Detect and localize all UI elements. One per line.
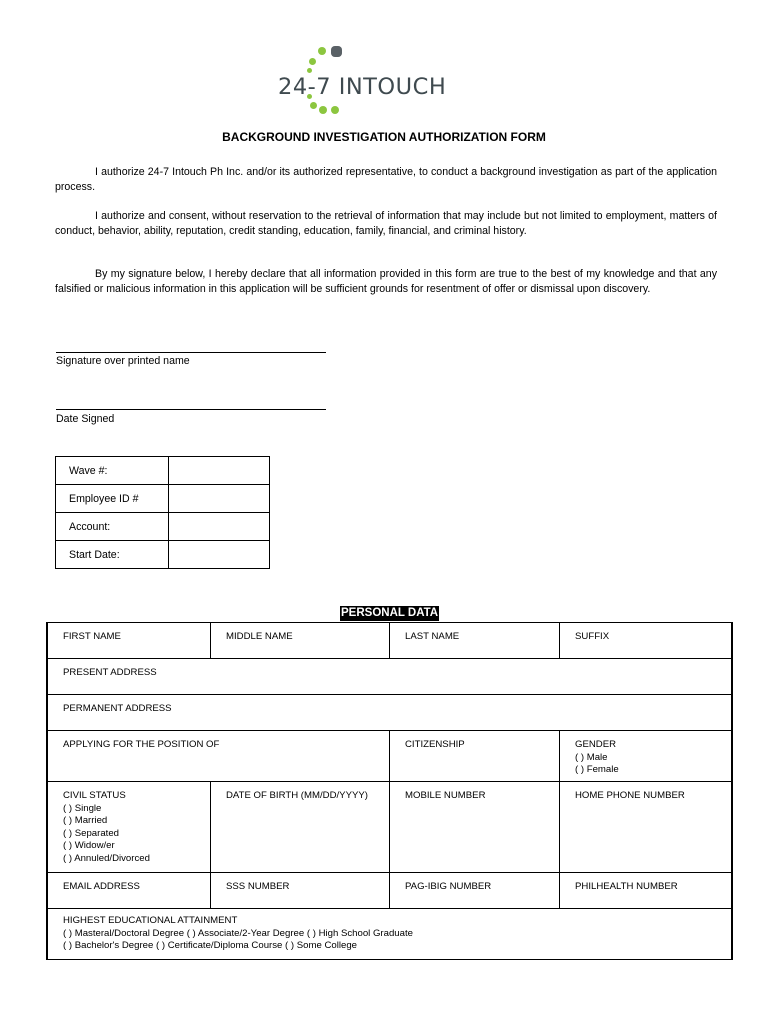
- employee-info-table: [55, 456, 270, 569]
- position-label: APPLYING FOR THE POSITION OF: [63, 739, 220, 750]
- logo-dot-icon: [331, 106, 339, 114]
- logo-dot-icon: [309, 58, 316, 65]
- gender-option-male[interactable]: ( ) Male: [575, 751, 608, 763]
- paragraph-text: I authorize 24-7 Intouch Ph Inc. and/or its authorized representative, to conduct a background investigation as part of the application process.: [55, 166, 717, 193]
- philhealth-cell[interactable]: [559, 872, 733, 909]
- paragraph-text: By my signature below, I hereby declare that all information provided in this form are true to the best of my knowledge and that any falsified or malicious information in this application will be sufficient grounds for resentment of offer or dismissal upon discovery.: [55, 268, 717, 295]
- civil-status-label: CIVIL STATUS: [63, 790, 126, 801]
- pagibig-label: PAG-IBIG NUMBER: [405, 881, 492, 892]
- education-options-line-1[interactable]: ( ) Masteral/Doctoral Degree ( ) Associate/2-Year Degree ( ) High School Graduate: [63, 927, 413, 939]
- gender-option-female[interactable]: ( ) Female: [575, 764, 619, 775]
- pagibig-cell[interactable]: [389, 872, 560, 909]
- start-date-label: Start Date:: [56, 541, 169, 569]
- permanent-address-cell[interactable]: [46, 694, 733, 731]
- form-title: BACKGROUND INVESTIGATION AUTHORIZATION FORM: [222, 130, 546, 144]
- authorization-paragraph: [55, 165, 717, 194]
- logo-dot-icon: [319, 106, 327, 114]
- citizenship-label: CITIZENSHIP: [405, 739, 465, 750]
- present-address-cell[interactable]: [46, 658, 733, 695]
- logo-dot-icon: [331, 46, 342, 57]
- table-row: [56, 485, 270, 513]
- account-field[interactable]: [169, 513, 270, 541]
- middle-name-cell[interactable]: [210, 622, 390, 659]
- permanent-address-label: PERMANENT ADDRESS: [63, 703, 172, 714]
- philhealth-label: PHILHEALTH NUMBER: [575, 881, 678, 892]
- start-date-field[interactable]: [169, 541, 270, 569]
- gender-label: GENDER: [575, 739, 617, 750]
- logo-dot-icon: [318, 47, 326, 55]
- account-label: Account:: [56, 513, 169, 541]
- civil-status-option-widow[interactable]: ( ) Widow/er: [63, 840, 115, 851]
- mobile-number-label: MOBILE NUMBER: [405, 790, 486, 801]
- signature-line[interactable]: [56, 352, 326, 353]
- last-name-cell[interactable]: [389, 622, 560, 659]
- date-signed-label: Date Signed: [56, 413, 115, 425]
- personal-data-header: PERSONAL DATA: [341, 607, 439, 619]
- paragraph-text: I authorize and consent, without reservation to the retrieval of information that may include but not limited to employment, matters of conduct, behavior, ability, reputation, credit standing, education, family, financial, and criminal history.: [55, 210, 717, 237]
- suffix-cell[interactable]: [559, 622, 733, 659]
- employee-id-field[interactable]: [169, 485, 270, 513]
- logo-dot-icon: [310, 102, 317, 109]
- email-cell[interactable]: [46, 872, 211, 909]
- signature-label: Signature over printed name: [56, 355, 190, 367]
- logo-text: 24-7 INTOUCH: [278, 74, 447, 100]
- civil-status-option-annuled[interactable]: ( ) Annuled/Divorced: [63, 852, 150, 864]
- date-signed-line[interactable]: [56, 409, 326, 410]
- gender-cell: [559, 730, 733, 782]
- sss-label: SSS NUMBER: [226, 881, 290, 892]
- wave-field[interactable]: [169, 457, 270, 485]
- consent-paragraph: [55, 209, 717, 238]
- date-of-birth-label: DATE OF BIRTH (MM/DD/YYYY): [226, 790, 368, 801]
- last-name-label: LAST NAME: [405, 631, 460, 642]
- date-of-birth-cell[interactable]: [210, 781, 390, 873]
- civil-status-option-single[interactable]: ( ) Single: [63, 802, 102, 814]
- wave-label: Wave #:: [56, 457, 169, 485]
- mobile-number-cell[interactable]: [389, 781, 560, 873]
- table-row: [56, 513, 270, 541]
- citizenship-cell[interactable]: [389, 730, 560, 782]
- civil-status-option-separated[interactable]: ( ) Separated: [63, 827, 119, 839]
- present-address-label: PRESENT ADDRESS: [63, 667, 157, 678]
- education-label: HIGHEST EDUCATIONAL ATTAINMENT: [63, 915, 238, 926]
- education-options-line-2[interactable]: ( ) Bachelor's Degree ( ) Certificate/Diploma Course ( ) Some College: [63, 940, 358, 951]
- logo-dot-icon: [307, 68, 312, 73]
- suffix-label: SUFFIX: [575, 631, 610, 642]
- declaration-paragraph: [55, 267, 717, 296]
- first-name-cell[interactable]: [46, 622, 211, 659]
- employee-id-label: Employee ID #: [56, 485, 169, 513]
- table-row: [56, 457, 270, 485]
- middle-name-label: MIDDLE NAME: [226, 631, 293, 642]
- civil-status-cell: [46, 781, 211, 873]
- education-cell: [46, 908, 733, 960]
- position-cell[interactable]: [46, 730, 390, 782]
- home-phone-label: HOME PHONE NUMBER: [575, 790, 685, 801]
- table-row: [56, 541, 270, 569]
- civil-status-option-married[interactable]: ( ) Married: [63, 815, 108, 826]
- sss-cell[interactable]: [210, 872, 390, 909]
- first-name-label: FIRST NAME: [63, 631, 121, 642]
- company-logo: [278, 42, 493, 117]
- home-phone-cell[interactable]: [559, 781, 733, 873]
- email-label: EMAIL ADDRESS: [63, 881, 140, 892]
